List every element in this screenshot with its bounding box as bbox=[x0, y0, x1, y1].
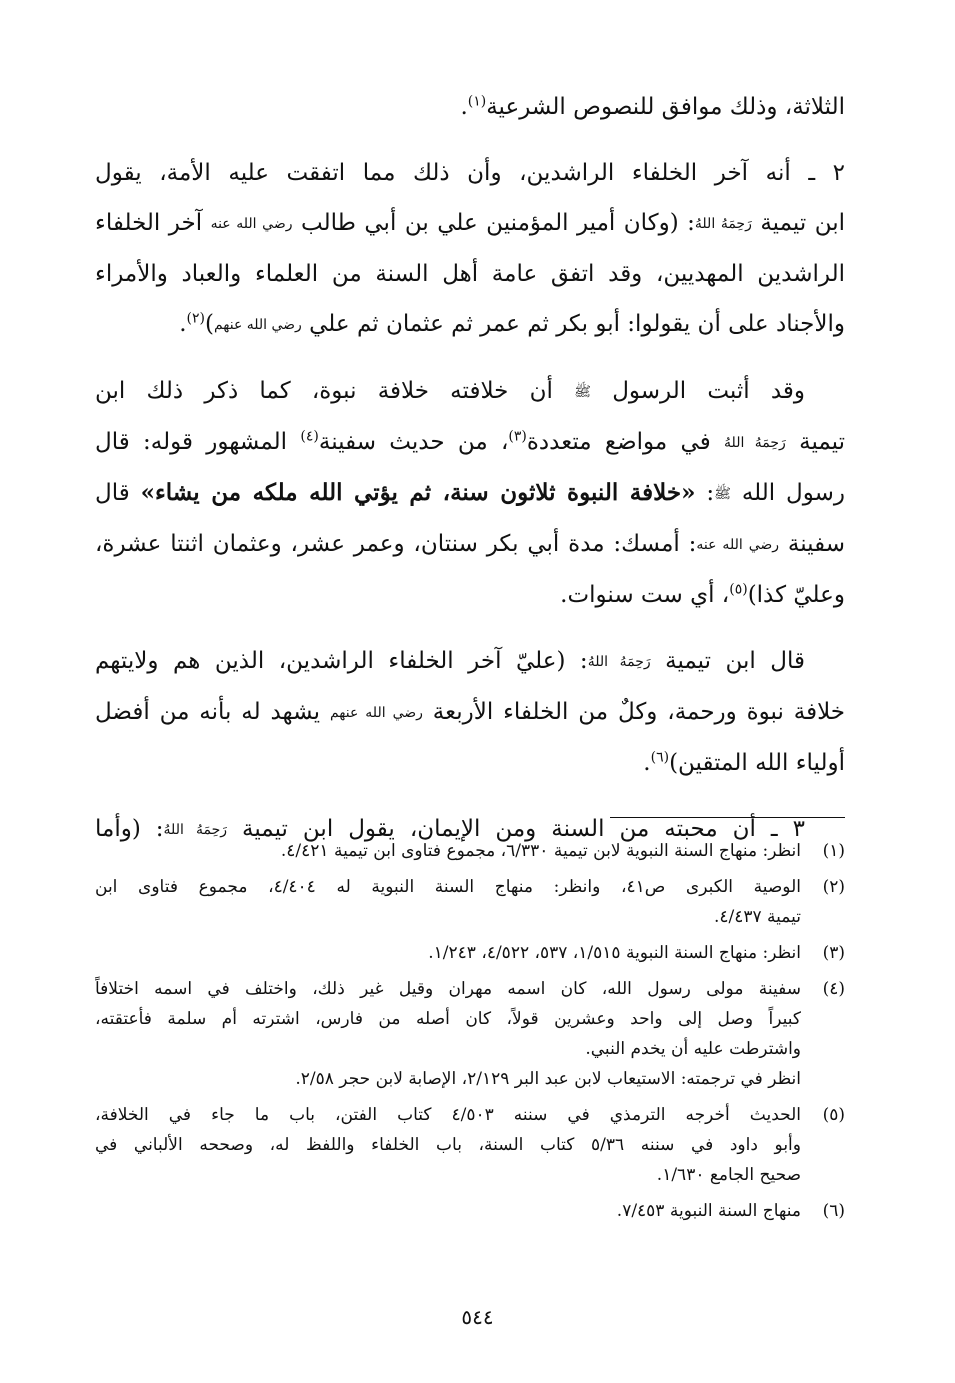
footnote-line: انظر: منهاج السنة النبوية لابن تيمية ٦/٣٣٠، مجموع فتاوى ابن تيمية ٤/٤٢١. bbox=[280, 841, 801, 861]
footnote-4 bbox=[95, 974, 845, 1094]
footnote-6 bbox=[95, 1196, 845, 1226]
text-segment: آخر الخلفاء bbox=[95, 210, 203, 236]
honorific-rahimahullah: رَحِمَهُ اللهُ bbox=[587, 654, 651, 670]
text-segment: : أمسك: مدة أبي بكر سنتان، وعمر عشر، وعثمان اثنتا عشرة، bbox=[95, 531, 697, 557]
honorific-radiyallah: رضي الله عنهم bbox=[213, 317, 302, 333]
text-line bbox=[95, 299, 845, 350]
text-segment: ٣ ـ أن محبته من السنة ومن الإيمان، يقول ابن تيمية bbox=[242, 816, 806, 842]
text-line bbox=[95, 468, 845, 519]
footnote-ref[interactable]: (٥) bbox=[729, 581, 748, 598]
text-segment: ابن تيمية bbox=[760, 210, 845, 236]
text-segment: . bbox=[643, 750, 651, 776]
footnote-line: انظر: منهاج السنة النبوية ١/٥١٥، ٥٣٧، ٤/٥٢٢، ١/٢٤٣. bbox=[428, 943, 801, 963]
text-line bbox=[95, 417, 845, 468]
text-segment: : (وكان أمير المؤمنين علي بن أبي طالب bbox=[301, 210, 695, 236]
footnote-ref[interactable]: (٤) bbox=[300, 428, 319, 445]
text-segment: : (عليّ آخر الخلفاء الراشدين، الذين هم ولايتهم bbox=[95, 648, 588, 674]
footnote-ref[interactable]: (٦) bbox=[650, 749, 670, 766]
text-segment: ) bbox=[204, 311, 214, 337]
footnotes bbox=[95, 836, 845, 1232]
paragraph-1 bbox=[95, 82, 845, 132]
text-segment: الثلاثة، وذلك موافق للنصوص الشرعية bbox=[486, 94, 845, 120]
honorific-rahimahullah: رَحِمَهُ اللهُ bbox=[724, 435, 786, 451]
text-segment: رسول الله bbox=[741, 480, 845, 506]
footnote-number: (٦) bbox=[822, 1201, 845, 1221]
text-segment: خلافة نبوة ورحمة، وكلٌ من الخلفاء الأربعة bbox=[432, 699, 845, 725]
footnote-line: الحديث أخرجه الترمذي في سننه ٤/٥٠٣ كتاب الفتن، باب ما جاء في الخلافة، bbox=[95, 1105, 801, 1125]
paragraph-2 bbox=[95, 148, 845, 350]
text-line bbox=[95, 366, 845, 417]
footnote-line: صحيح الجامع ١/٦٣٠. bbox=[656, 1165, 801, 1185]
text-line bbox=[95, 148, 845, 198]
footnote-3 bbox=[95, 938, 845, 968]
footnote-number: (٢) bbox=[822, 877, 845, 897]
footnote-2 bbox=[95, 872, 845, 932]
footnote-line: سفينة مولى رسول الله، كان اسمه مهران وقيل غير ذلك، واختلف في اسمه اختلافاً bbox=[95, 979, 801, 999]
footnote-ref[interactable]: (٢) bbox=[186, 310, 205, 327]
honorific-salla: ﷺ bbox=[714, 486, 731, 502]
text-segment: سفينة bbox=[787, 531, 845, 557]
text-segment: ٢ ـ أنه آخر الخلفاء الراشدين، وأن ذلك مما اتفقت عليه الأمة، يقول bbox=[95, 160, 845, 186]
text-segment: أن خلافته خلافة نبوة، كما ذكر ذلك ابن bbox=[95, 378, 553, 404]
text-line bbox=[95, 198, 845, 249]
text-segment: : (وأما bbox=[95, 816, 164, 842]
text-line bbox=[95, 570, 845, 620]
text-segment: يشهد له بأنه من أفضل bbox=[95, 699, 321, 725]
honorific-rahimahullah: رَحِمَهُ اللهُ bbox=[694, 216, 752, 232]
text-segment: والأجناد على أن يقولوا: أبو بكر ثم عمر ثم عثمان ثم علي bbox=[309, 311, 845, 337]
footnote-separator bbox=[610, 817, 845, 818]
honorific-radiyallah: رضي الله عنه bbox=[696, 537, 780, 553]
footnote-line: منهاج السنة النبوية ٧/٤٥٣. bbox=[616, 1201, 801, 1221]
paragraph-4 bbox=[95, 636, 845, 788]
text-segment: قال ابن تيمية bbox=[665, 648, 805, 674]
text-line bbox=[95, 82, 845, 132]
text-segment: أولياء الله المتقين) bbox=[669, 750, 845, 776]
text-line bbox=[95, 636, 845, 687]
text-segment: . bbox=[460, 94, 468, 120]
honorific-rahimahullah: رَحِمَهُ اللهُ bbox=[163, 822, 227, 838]
footnote-line: وأبو داود في سننه ٥/٣٦ كتاب السنة، باب الخلفاء واللفظ له، وصححه الألباني في bbox=[95, 1135, 801, 1155]
paragraph-3 bbox=[95, 366, 845, 620]
text-segment: وقد أثبت الرسول bbox=[612, 378, 806, 404]
text-line bbox=[95, 249, 845, 299]
text-line bbox=[95, 687, 845, 738]
honorific-salla: ﷺ bbox=[574, 384, 591, 400]
footnote-number: (٣) bbox=[822, 943, 845, 963]
text-segment: الراشدين المهديين، وقد اتفق عامة أهل السنة من العلماء والعباد والأمراء bbox=[95, 261, 845, 287]
page-number: ٥٤٤ bbox=[461, 1305, 494, 1329]
text-segment: ، أي ست سنوات. bbox=[560, 582, 730, 608]
footnote-number: (١) bbox=[822, 841, 845, 861]
text-line bbox=[95, 519, 845, 570]
footnote-line: كبيراً وصل إلى واحد وعشرين قولاً، كان أصله من فارس، اشترته أم سلمة فأعتقته، bbox=[95, 1009, 801, 1029]
text-segment: وعليّ كذا) bbox=[747, 582, 845, 608]
footnote-line: تيمية ٤/٤٣٧. bbox=[713, 907, 801, 927]
footnote-ref[interactable]: (٣) bbox=[508, 428, 527, 445]
honorific-radiyallah: رضي الله عنه bbox=[210, 216, 293, 232]
footnote-line: انظر في ترجمته: الاستيعاب لابن عبد البر ٢/١٢٩، الإصابة لابن حجر ٢/٥٨. bbox=[295, 1069, 801, 1089]
text-segment: في مواضع متعددة bbox=[526, 429, 711, 455]
text-line bbox=[95, 738, 845, 788]
footnote-ref[interactable]: (١) bbox=[467, 93, 487, 110]
text-segment: . bbox=[179, 311, 187, 337]
footnote-1 bbox=[95, 836, 845, 866]
text-segment: قال bbox=[95, 480, 130, 506]
text-segment: تيمية bbox=[799, 429, 845, 455]
text-segment: ، من حديث سفينة bbox=[318, 429, 509, 455]
honorific-radiyallah: رضي الله عنهم bbox=[329, 705, 423, 721]
footnote-number: (٤) bbox=[822, 979, 845, 999]
main-text bbox=[95, 82, 845, 871]
footnote-line: واشترطت عليه أن يخدم النبي. bbox=[585, 1039, 801, 1059]
footnote-5 bbox=[95, 1100, 845, 1190]
footnote-number: (٥) bbox=[822, 1105, 845, 1125]
footnote-line: الوصية الكبرى ص٤١، وانظر: منهاج السنة النبوية له ٤/٤٠٤، مجموع فتاوى ابن bbox=[95, 877, 801, 897]
text-segment: المشهور قوله: قال bbox=[95, 429, 288, 455]
text-segment: : bbox=[706, 480, 715, 506]
hadith-quote: «خلافة النبوة ثلاثون سنة، ثم يؤتي الله ملكه من يشاء» bbox=[140, 479, 696, 506]
